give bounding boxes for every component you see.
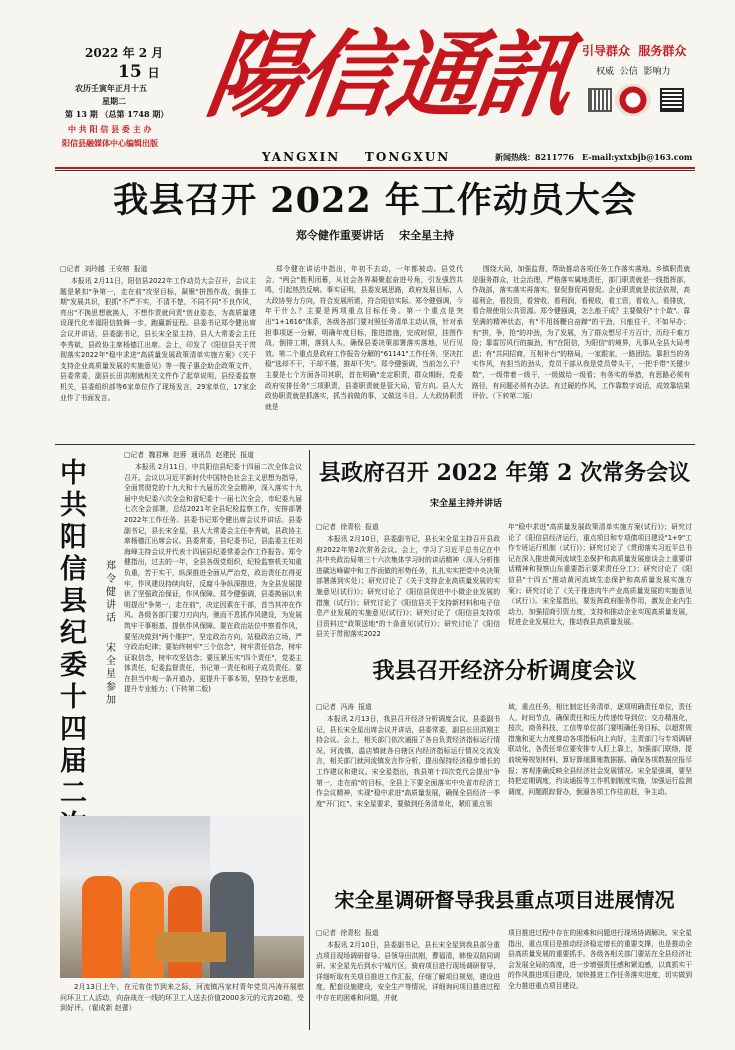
masthead [0,0,735,170]
lead-column-1 [60,276,256,440]
lead-column-1-text: 本报讯 2月11日，阳信县2022年工作动员大会召开，会议主题是紧扣"争第一，走在前"攻坚目标，凝聚"拼图作战，倒排工期"发展共识，狠抓"不严不实，不清不楚，不同不同"不良作风，亮出"不换思想就换人，不想作责就问责"创业姿态，为高质量建设现代化幸福阳信鼓舞一步，跑赢新征程。县委书记郑令健出席会议并讲话，县委副书记，县长宋全星主持，县人大常委会主任李秀斌，县政协主席杨德江出席。会上，印发了《阳信县关于贯彻落实2022年"稳中求进"高质量发展政策清单实施方案》《关于支持企业高质量发展的实施意见》等一揽子惠企助企政策文件，县委常委，副县长田洪刚就相关文件作了起草说明，县经委监察机关，县委组织部等6家单位作了现场发言，29家单位，17家企业作了书面发言。 [60,277,256,402]
survey-column-1-text: 本报讯 2月10日，县委副书记，县长宋全星到我县部分重点项目现场调研督导。县领导田洪刚，曹福清，韩俊双陪同调研。宋全星先后到水宁城片区，骑府项目进行现场调研督导，详细听取有关项目推进工作汇报，仔细了解项目规划，建设进度，配套设施建设，安全生产等情况，详细询问项目推进过程中存在的困难和问题，并就 [316,941,500,1002]
council-column-2-text: 年"稳中求进"高质量发展政策清单实施方案(试行)》；研究讨论了《阳信县经济运行，重点项目和专项债项目建设"1+9"工作专班运行机制（试行)》；研究讨论了《贯彻落实习近平总书记在深入推进黄河流域生态保护和高质量发展座谈会上重要讲话精神和视察山东重要指示要求责任分工》；研究讨论了《阳信县"十四五"推动黄河流域生态保护和高质量发展实施方案》；研究讨论了《关于推进肉牛产业高质量发展的实施意见（试行）》。宋全星指出，要发挥政府服务作用，激发企业内生动力，加强招商引资力度，支持和推动企业实现高质量发展，促进企业发展壮大，推动我县高质量发展。 [508,523,692,627]
issue-day-number: 15 [118,62,142,82]
econ-column-1 [316,714,500,874]
qr-code-icon [660,88,684,112]
council-column-2 [508,522,692,654]
lead-divider [55,444,695,445]
survey-column-2 [508,928,692,1028]
photo-person [210,872,254,978]
media-center-logo-icon [615,84,651,116]
econ-column-1-text: 本报讯 2月13日，我县召开经济分析调度会议，县委副书记，县长宋全星出席会议并讲话，县委常委，副县长田洪刚主持会议。会上，相关部门依次通报了各自负责经济指标运行情况，河流镇，温店镇就各自辖区内经济指标运行情况交流发言，相关部门就河流镇发言作分析，提出保持经济稳步增长的工作建议和建议。宋全星指出，我县第十四次党代会提出"争第一，走在前"的目标，全县上下要全面落实中央省市经济工作会议精神，实现"稳中求进"高质量发展，确保全县经济一季度"开门红"。宋全星要求，要做到任务清单化，紧盯重点领 [316,715,500,808]
issue-number: 第 13 期 （总第 1748 期） [65,109,169,119]
publisher: 阳信县融媒体中心编辑出版 [62,138,158,148]
council-byline: □记者 徐青松 报道 [316,523,379,531]
left-body [124,462,302,807]
issue-day [118,62,160,82]
masthead-rule [55,167,695,169]
slogan: 引导群众 服务群众 [582,44,687,58]
econ-headline: 我县召开经济分析调度会议 [372,658,637,684]
econ-column-2-text: 域，重点任务，相比制定任务清单，逐项明确责任单位，责任人，时间节点，确保责任和压力传递传导到位；交办精准化，按次，商务科技，工信等单位部门要明确任务目标，以超常规措施和更大力度推动各项指标向上向好，主责部门与专项调研联动化，各责任单位要安排专人盯上靠上，加强部门联络，提前统筹规划材料，算好算细算账数据据。确保各项数据应报尽报；客观准确反映全县经济社会发展情况。宋全星强调，要坚持把定期调度，约谈通报等工作机制制度实施，加强运行监测调度，问题跟踪督办，倒逼各项工作往前赶，争主动。 [508,703,692,796]
photo-worker-1 [82,876,122,978]
left-headline: 中共阳信县纪委十四届二 [60,458,87,809]
council-column-1 [316,534,500,654]
photo-caption-text: 2月13日上午，在元宵佳节到来之际，河流镇冯家村青年党员冯涛开展慰问环卫工人活动，向奋战在一线的环卫工人送去价值2000多元的元宵20箱，受到好评。（翟成新 赵蕾） [60,983,304,1012]
issue-date: 2022 年 2 月 [85,46,164,60]
sponsor: 中 共 阳 信 县 委 主 办 [68,124,152,134]
survey-byline: □记者 徐青松 报道 [316,929,379,937]
left-column-divider [309,450,310,1030]
photo-boxes [156,932,226,962]
lunar-date: 农历壬寅年正月十五 [75,83,147,93]
left-body-text: 本报讯 2月11日，中共阳信县纪委十四届二次全体会议召开。会议以习近平新时代中国特色社会主义思想为指导，全面贯彻党的十九大和十九届历次全会精神，深入落实十九届中央纪委六次全会和省纪委十一届七次全会，市纪委九届七次全会部署，总结2021年全县纪检监察工作，安排部署2022年工作任务。县委书记郑令健出席会议并讲话。县委副书记，县长宋全星，县人大常委会主任李秀斌，县政协主席杨德江出席会议。县委常委，县纪委书记，县监委主任刘海峰主持会议并代表十四届县纪委常委会作工作报告。郑令健指出，过去的一年，全县各级党组织，纪检监察机关知重负重，苦干实干，纵深推进全面从严治党，政治责任扛得更牢，作风建设持续向好，反腐斗争纵深推进，为全县发展提供了坚强政治保证，作风保障。郑令健强调，县委换届以来明提出"争第一，走在前"，决定因素在干部，首当其冲在作风。各级各部门要刀刃向内，驰而不息抓作风建设，为发展筑牢干事根基，提供作风保障。要在政治站位中察看作风，要坚决做到"两个维护"，坚定政治方向，站稳政治立场，严守政治纪律；要始终树牢"三个信念"，树牢责任信念，树牢证取信念，树牢攻坚信念；要压紧压实"四个责任"，党委主体责任，纪委监督责任，书记第一责任和班子成员责任。要在担当中观一条开道办，更提升干事本领，坚持专业思维，提升专业能力；(下转第二版) [124,463,302,694]
econ-column-2 [508,702,692,874]
newspaper-title: 陽信通訊 [200,21,576,131]
issue-day-suffix: 日 [147,66,160,80]
lead-column-3 [472,264,690,440]
title-pinyin: YANGXIN TONGXUN [262,150,451,164]
council-headline: 县政府召开 2022 年第 2 次常务会议 [318,460,691,486]
photo-worker-2 [130,882,164,978]
survey-column-2-text: 项目推进过程中存在的困难和问题进行现场协调解决。宋全星指出，重点项目是推动经济稳定增长的重要支撑，也是推动全县高质量发展的重要抓手。各级各相关部门要站在全县经济社会发展全局的高度，进一步增强责任感和紧迫感，以真抓实干的作风推进项目建设，加快推进工作任务落实进度，切实做到全力推进重点项目建设。 [508,929,692,990]
slogan-sub: 权威 公信 影响力 [596,67,671,77]
left-subhead-2: 宋全星参加 [106,643,116,706]
masthead-rule-thin [55,170,695,171]
photo-caption [60,982,304,1026]
weekday: 星期二 [102,96,126,106]
survey-column-1 [316,940,500,1028]
econ-byline: □记者 冯涛 报道 [316,703,372,711]
lead-column-2-text: 郑令健在讲话中指出，年初不去动，一年都被动。县党代会，"两会"胜利闭幕，从社会各界凝聚起奋进号角，引发强烈共鸣，引起热烈反响。事实证明，县委发展思路，政府发展目标，人大政协努力方向，符合发展所需，符合阳信实际。郑令健强调，今年干什么？主要是两项重点目标任务。第一个重点是突出"1+1616"体系，各级各部门要对照任务清单主动认领，针对承担事项逐一分解，明确年度目标，推进措施，完成时限，挂图作战，倒排工期，落到人头，确保县委决策部署落实落地，见行见效。第二个重点是政府工作报告分解的"61141"工作任务，坚决扛稳"选却不干，干却不推，推却不失"。郑令健强调，当前怎么干？主要是七个方面各司其职，首在明确"走定职责，群众期盼，党委政府安排任务"三项职责，县委职责就是管大局，管方向。县人大政协职责就是抓落实，抓当前做的事，又做这斗目。人大政协职责就是 [265,265,463,411]
qr-code-icon [588,88,612,112]
council-subhead: 宋全星主持并讲话 [430,499,503,509]
left-subhead-1: 郑令健讲话 [106,561,116,624]
hotline: 新闻热线：8211776 [495,152,574,162]
news-photo [60,816,304,978]
left-byline: □记者 魏君琳 赵蓉 通讯员 赵建民 报道 [124,451,254,459]
council-column-1-text: 本报讯 2月10日，县委副书记，县长宋全星主持召开县政府2022年第2次常务会议。会上，学习了习近平总书记在中共中央政治局第三十六次集体学习时的讲话精神（深入分析推进碳达峰碳中和工作而做的形势任务，扎扎实实把党中央决策部署落到实处）；研究讨论了《关于支持企业高质量发展的实施意见(试行)》；研究讨论了《阳信县促进中小微企业发展的措施（试行)》；研究讨论了《阳信县关于支持新材料和电子信息产业发展的实施意见(试行)》；研究讨论了《阳信县支持项目资料过"政策送地"的十条意见(试行)》；研究讨论了《阳信县关于贯彻落实2022 [316,535,500,639]
survey-headline: 宋全星调研督导我县重点项目进展情况 [334,888,675,912]
email: E-mail:yxtxbjb@163.com [582,152,693,162]
lead-headline: 我县召开 2022 年工作动员大会 [113,180,637,221]
lead-subhead: 郑令健作重要讲话 宋全星主持 [295,229,455,242]
lead-column-2 [265,264,463,440]
lead-byline: □记者 刘玲越 王安榕 报道 [60,265,148,273]
lead-column-3-text: 围绕大局，加强监督，帮助推动各项任务工作落实落地。乡镇职责就是服务群众，社会治理，严格落实属地责任，部门职责就是一线指挥部，作战部，落实落实再落实，督促督促再督促。企业职责就是依法依规，高福利企，看投资，看营收，看利润，看税收，看工资，看收入，看排放，看合规使用公共资源。郑令健强调，怎么能干成？主要做好"十个敢"。靠坚满的精神状态，有"不用扬鞭自奋蹄"的干劲，只能往干，不如早办；有"拼，争，抢"的冲劲，为了发展，为了群众想尽千方百计，历经千难万险；靠雷厉风行的搞劲，有"在阳信，为阳信"的境界，凡事从全县大局考虑；有"共同招商，互相补台"的格局，一家跟家，一路团结。靠担当的务实作风，有担当的劲头，党员干部从我是党员带头干，一把手带"关键少数"，一级带着一级干，一级做给一级看；有务实的举措，有思路必须有路径，有问题必须有办法。有过硬的作风，工作靠数字说话，成效靠结果评价。（下转第二版） [472,265,690,401]
